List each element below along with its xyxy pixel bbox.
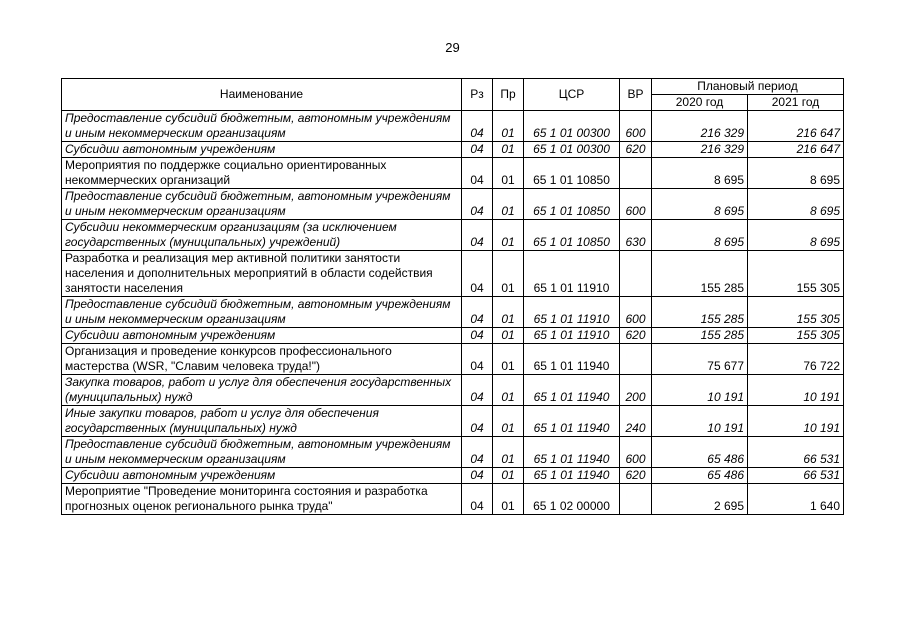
cell-rz: 04 (462, 328, 493, 344)
cell-vr: 620 (620, 468, 652, 484)
cell-csr: 65 1 01 11940 (524, 344, 620, 375)
cell-csr: 65 1 01 00300 (524, 142, 620, 158)
header-rz: Рз (462, 79, 493, 111)
header-pr: Пр (493, 79, 524, 111)
cell-name: Предоставление субсидий бюджетным, автономным учреждениям и иным некоммерческим организациям (62, 437, 462, 468)
cell-2021: 8 695 (748, 220, 844, 251)
cell-2021: 76 722 (748, 344, 844, 375)
cell-2021: 1 640 (748, 484, 844, 515)
cell-2020: 8 695 (652, 189, 748, 220)
cell-csr: 65 1 01 11910 (524, 251, 620, 297)
cell-vr: 600 (620, 297, 652, 328)
cell-rz: 04 (462, 484, 493, 515)
table-row (62, 375, 844, 406)
table-row (62, 251, 844, 297)
cell-csr: 65 1 01 11940 (524, 468, 620, 484)
cell-vr (620, 344, 652, 375)
cell-csr: 65 1 01 11940 (524, 406, 620, 437)
cell-2021: 66 531 (748, 468, 844, 484)
cell-csr: 65 1 02 00000 (524, 484, 620, 515)
cell-name: Субсидии автономным учреждениям (62, 142, 462, 158)
cell-2021: 10 191 (748, 375, 844, 406)
cell-2020: 216 329 (652, 111, 748, 142)
header-csr: ЦСР (524, 79, 620, 111)
cell-name: Предоставление субсидий бюджетным, автономным учреждениям и иным некоммерческим организациям (62, 189, 462, 220)
cell-2020: 65 486 (652, 468, 748, 484)
cell-pr: 01 (493, 484, 524, 515)
cell-2021: 8 695 (748, 189, 844, 220)
cell-csr: 65 1 01 10850 (524, 158, 620, 189)
cell-csr: 65 1 01 11940 (524, 437, 620, 468)
header-plan-period: Плановый период (652, 79, 844, 95)
cell-pr: 01 (493, 220, 524, 251)
cell-name: Субсидии некоммерческим организациям (за исключением государственных (муниципальных) учреждений) (62, 220, 462, 251)
table-row (62, 328, 844, 344)
cell-rz: 04 (462, 220, 493, 251)
table-row (62, 220, 844, 251)
cell-rz: 04 (462, 158, 493, 189)
cell-pr: 01 (493, 328, 524, 344)
cell-csr: 65 1 01 10850 (524, 220, 620, 251)
cell-name: Предоставление субсидий бюджетным, автономным учреждениям и иным некоммерческим организациям (62, 111, 462, 142)
cell-pr: 01 (493, 344, 524, 375)
table-row (62, 142, 844, 158)
cell-pr: 01 (493, 437, 524, 468)
cell-vr: 600 (620, 437, 652, 468)
header-year-2021: 2021 год (748, 95, 844, 111)
cell-pr: 01 (493, 142, 524, 158)
cell-2020: 75 677 (652, 344, 748, 375)
cell-pr: 01 (493, 468, 524, 484)
cell-rz: 04 (462, 406, 493, 437)
header-name: Наименование (62, 79, 462, 111)
cell-2020: 155 285 (652, 251, 748, 297)
cell-vr: 620 (620, 142, 652, 158)
cell-vr (620, 158, 652, 189)
cell-name: Мероприятия по поддержке социально ориентированных некоммерческих организаций (62, 158, 462, 189)
cell-2020: 10 191 (652, 375, 748, 406)
table-row (62, 158, 844, 189)
cell-vr (620, 484, 652, 515)
cell-vr: 620 (620, 328, 652, 344)
cell-2021: 8 695 (748, 158, 844, 189)
header-vr: ВР (620, 79, 652, 111)
cell-2021: 155 305 (748, 297, 844, 328)
cell-csr: 65 1 01 11910 (524, 297, 620, 328)
cell-rz: 04 (462, 468, 493, 484)
cell-vr (620, 251, 652, 297)
header-year-2020: 2020 год (652, 95, 748, 111)
table-row (62, 189, 844, 220)
table-row (62, 406, 844, 437)
cell-name: Организация и проведение конкурсов профессионального мастерства (WSR, "Славим человека труда!") (62, 344, 462, 375)
cell-vr: 630 (620, 220, 652, 251)
cell-name: Закупка товаров, работ и услуг для обеспечения государственных (муниципальных) нужд (62, 375, 462, 406)
cell-name: Иные закупки товаров, работ и услуг для обеспечения государственных (муниципальных) нужд (62, 406, 462, 437)
table-row (62, 111, 844, 142)
cell-2020: 10 191 (652, 406, 748, 437)
cell-vr: 600 (620, 189, 652, 220)
cell-2021: 10 191 (748, 406, 844, 437)
cell-2020: 2 695 (652, 484, 748, 515)
cell-rz: 04 (462, 375, 493, 406)
table-row (62, 297, 844, 328)
cell-pr: 01 (493, 189, 524, 220)
cell-rz: 04 (462, 142, 493, 158)
cell-2020: 216 329 (652, 142, 748, 158)
cell-csr: 65 1 01 11940 (524, 375, 620, 406)
cell-2021: 216 647 (748, 142, 844, 158)
cell-vr: 600 (620, 111, 652, 142)
cell-rz: 04 (462, 437, 493, 468)
cell-csr: 65 1 01 11910 (524, 328, 620, 344)
cell-rz: 04 (462, 297, 493, 328)
cell-2021: 155 305 (748, 328, 844, 344)
table-row (62, 468, 844, 484)
cell-pr: 01 (493, 375, 524, 406)
cell-csr: 65 1 01 10850 (524, 189, 620, 220)
cell-name: Разработка и реализация мер активной политики занятости населения и дополнительных мероприятий в области содействия занятости населения (62, 251, 462, 297)
cell-2021: 155 305 (748, 251, 844, 297)
cell-pr: 01 (493, 406, 524, 437)
cell-name: Субсидии автономным учреждениям (62, 468, 462, 484)
table-row (62, 484, 844, 515)
cell-2021: 216 647 (748, 111, 844, 142)
table-body (62, 111, 844, 515)
cell-2020: 8 695 (652, 158, 748, 189)
cell-pr: 01 (493, 158, 524, 189)
cell-name: Мероприятие "Проведение мониторинга состояния и разработка прогнозных оценок регионального рынка труда" (62, 484, 462, 515)
cell-2020: 8 695 (652, 220, 748, 251)
table-row (62, 437, 844, 468)
cell-rz: 04 (462, 111, 493, 142)
cell-vr: 240 (620, 406, 652, 437)
cell-rz: 04 (462, 344, 493, 375)
table-row (62, 344, 844, 375)
cell-rz: 04 (462, 251, 493, 297)
cell-pr: 01 (493, 297, 524, 328)
cell-pr: 01 (493, 111, 524, 142)
cell-2020: 155 285 (652, 297, 748, 328)
cell-name: Субсидии автономным учреждениям (62, 328, 462, 344)
cell-name: Предоставление субсидий бюджетным, автономным учреждениям и иным некоммерческим организациям (62, 297, 462, 328)
cell-pr: 01 (493, 251, 524, 297)
cell-rz: 04 (462, 189, 493, 220)
cell-2021: 66 531 (748, 437, 844, 468)
page-number: 29 (445, 40, 460, 55)
budget-table (61, 78, 844, 515)
cell-vr: 200 (620, 375, 652, 406)
cell-csr: 65 1 01 00300 (524, 111, 620, 142)
cell-2020: 65 486 (652, 437, 748, 468)
cell-2020: 155 285 (652, 328, 748, 344)
